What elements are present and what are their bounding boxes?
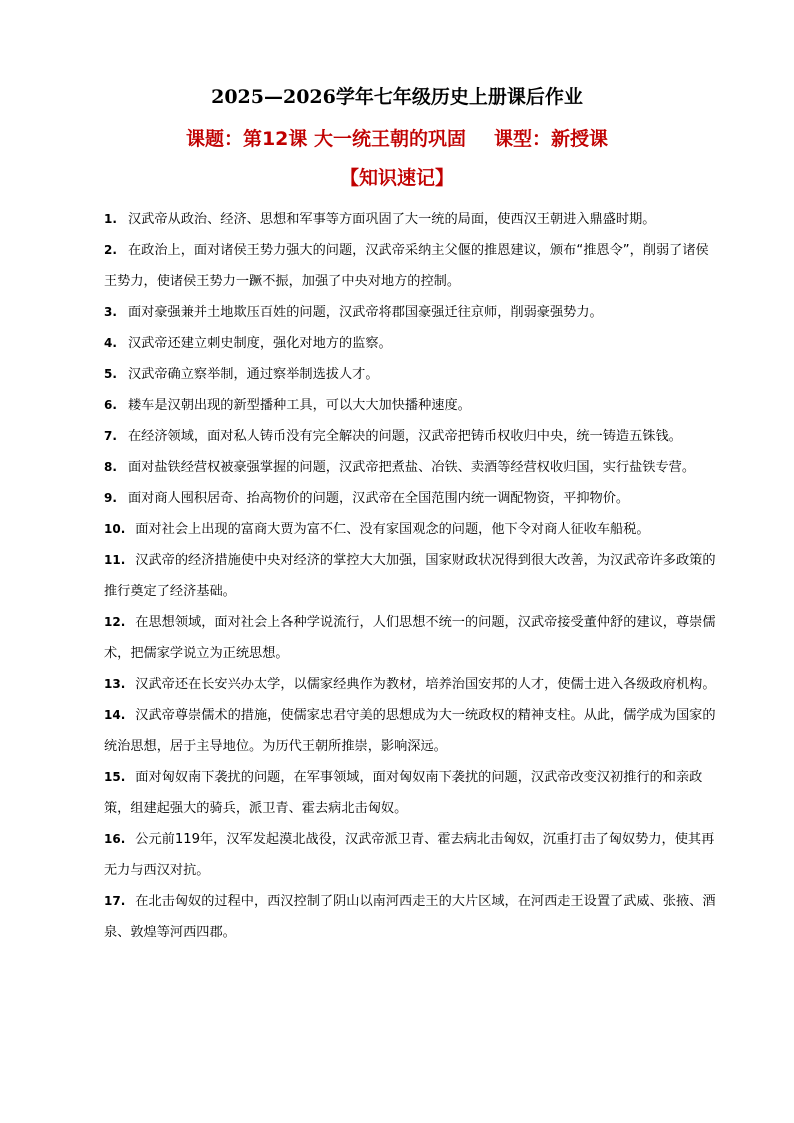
item-number: 11. xyxy=(104,553,126,567)
list-item xyxy=(104,328,716,359)
item-number: 12. xyxy=(104,615,126,629)
list-item xyxy=(104,359,716,390)
item-number: 6. xyxy=(104,398,117,412)
item-number: 2. xyxy=(104,243,117,257)
item-number: 1. xyxy=(104,212,117,226)
item-text: 公元前119年，汉军发起漠北战役，汉武帝派卫青、霍去病北击匈奴，沉重打击了匈奴势力，使其再无力与西汉对抗。 xyxy=(104,832,715,878)
list-item xyxy=(104,886,716,948)
item-text: 汉武帝还建立刺史制度，强化对地方的监察。 xyxy=(128,336,392,351)
list-item xyxy=(104,204,716,235)
list-item xyxy=(104,762,716,824)
item-text: 汉武帝的经济措施使中央对经济的掌控大大加强，国家财政状况得到很大改善，为汉武帝许多政策的推行奠定了经济基础。 xyxy=(104,553,716,599)
list-item xyxy=(104,297,716,328)
item-text: 汉武帝尊崇儒术的措施，使儒家忠君守美的思想成为大一统政权的精神支柱。从此，儒学成为国家的统治思想，居于主导地位。为历代王朝所推崇，影响深远。 xyxy=(104,708,716,754)
lesson-title: 课题：第12课 大一统王朝的巩固 xyxy=(185,128,467,150)
list-item xyxy=(104,390,716,421)
lesson-info xyxy=(0,126,794,152)
item-number: 10. xyxy=(104,522,126,536)
item-number: 5. xyxy=(104,367,117,381)
item-text: 汉武帝从政治、经济、思想和军事等方面巩固了大一统的局面，使西汉王朝进入鼎盛时期。 xyxy=(128,212,656,227)
item-number: 8. xyxy=(104,460,117,474)
list-item xyxy=(104,483,716,514)
item-text: 在政治上，面对诸侯王势力强大的问题，汉武帝采纳主父偃的推恩建议，颁布“推恩令”，削弱了诸侯王势力，使诸侯王势力一蹶不振，加强了中央对地方的控制。 xyxy=(104,243,709,289)
item-number: 3. xyxy=(104,305,117,319)
list-item xyxy=(104,824,716,886)
item-text: 汉武帝确立察举制，通过察举制选拔人才。 xyxy=(128,367,379,382)
list-item xyxy=(104,514,716,545)
item-text: 面对盐铁经营权被豪强掌握的问题，汉武帝把煮盐、冶铁、卖酒等经营权收归国，实行盐铁专营。 xyxy=(128,460,696,475)
item-text: 面对匈奴南下袭扰的问题，在军事领域，面对匈奴南下袭扰的问题，汉武帝改变汉初推行的和亲政策，组建起强大的骑兵，派卫青、霍去病北击匈奴。 xyxy=(104,770,703,816)
item-number: 4. xyxy=(104,336,117,350)
item-text: 在经济领域，面对私人铸币没有完全解决的问题，汉武帝把铸币权收归中央，统一铸造五铢钱。 xyxy=(128,429,682,444)
item-number: 13. xyxy=(104,677,126,691)
knowledge-list xyxy=(104,204,716,948)
item-number: 9. xyxy=(104,491,117,505)
item-number: 15. xyxy=(104,770,126,784)
item-number: 14. xyxy=(104,708,126,722)
list-item xyxy=(104,452,716,483)
list-item xyxy=(104,669,716,700)
item-number: 17. xyxy=(104,894,126,908)
document-title: 2025—2026学年七年级历史上册课后作业 xyxy=(211,86,583,108)
item-text: 耧车是汉朝出现的新型播种工具，可以大大加快播种速度。 xyxy=(128,398,471,413)
list-item xyxy=(104,607,716,669)
item-number: 16. xyxy=(104,832,126,846)
list-item xyxy=(104,235,716,297)
list-item xyxy=(104,700,716,762)
section-heading: 【知识速记】 xyxy=(339,167,454,189)
item-text: 面对社会上出现的富商大贾为富不仁、没有家国观念的问题，他下令对商人征收车船税。 xyxy=(135,522,650,537)
list-item xyxy=(104,545,716,607)
item-text: 面对商人囤积居奇、抬高物价的问题，汉武帝在全国范围内统一调配物资，平抑物价。 xyxy=(128,491,630,506)
item-text: 汉武帝还在长安兴办太学，以儒家经典作为教材，培养治国安邦的人才，使儒士进入各级政府机构。 xyxy=(135,677,716,692)
item-text: 在思想领域，面对社会上各种学说流行，人们思想不统一的问题，汉武帝接受董仲舒的建议，尊崇儒术，把儒家学说立为正统思想。 xyxy=(104,615,716,661)
item-text: 在北击匈奴的过程中，西汉控制了阴山以南河西走王的大片区域，在河西走王设置了武威、张掖、酒泉、敦煌等河西四郡。 xyxy=(104,894,716,940)
item-number: 7. xyxy=(104,429,117,443)
list-item xyxy=(104,421,716,452)
lesson-type: 课型：新授课 xyxy=(494,128,609,150)
item-text: 面对豪强兼并土地欺压百姓的问题，汉武帝将郡国豪强迁往京师，削弱豪强势力。 xyxy=(128,305,603,320)
